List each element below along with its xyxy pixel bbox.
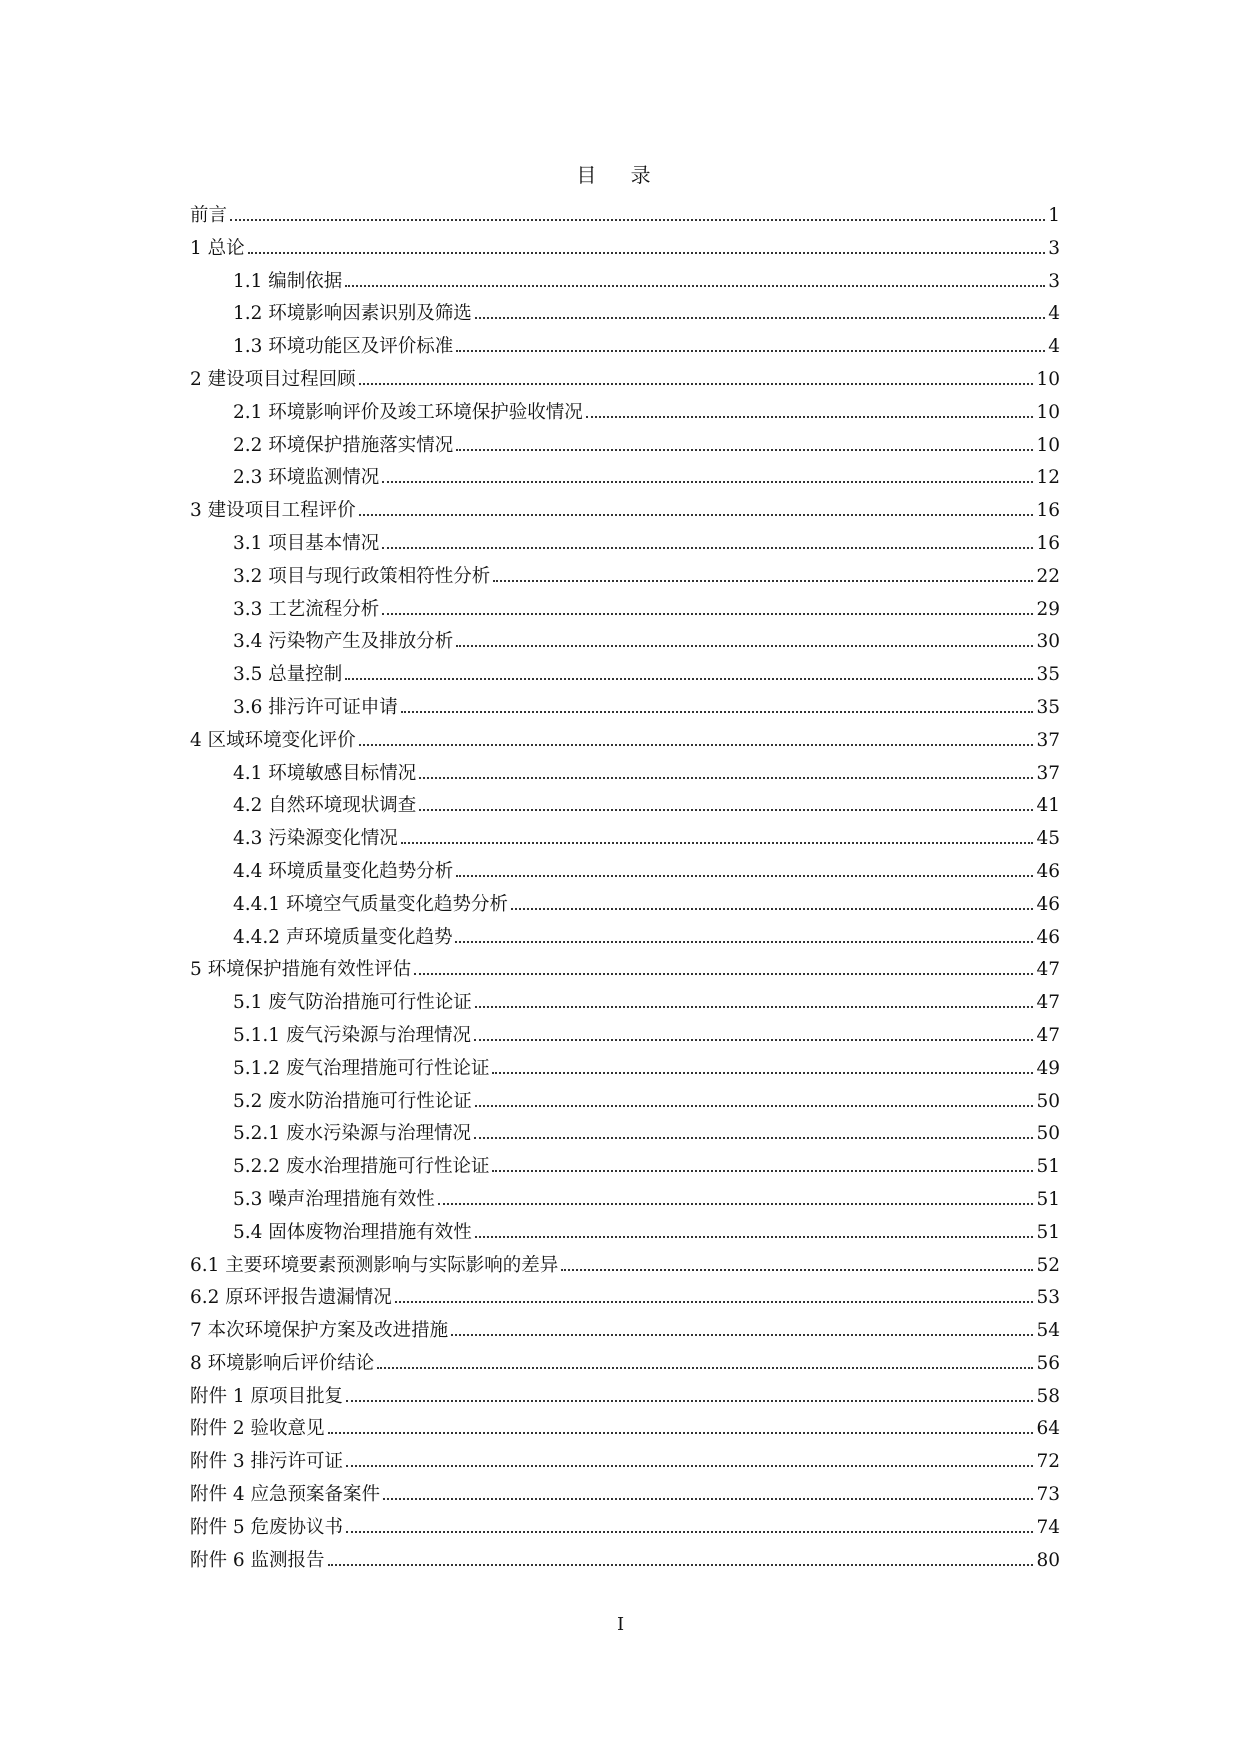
toc-entry-label: 5.2.1 废水污染源与治理情况	[233, 1123, 471, 1145]
toc-entry[interactable]	[190, 594, 1060, 627]
toc-entry[interactable]	[190, 1217, 1060, 1250]
toc-dot-leader	[492, 1072, 1033, 1074]
toc-dot-leader	[377, 1367, 1033, 1369]
toc-entry-page: 50	[1036, 1090, 1060, 1112]
toc-entry-label: 1 总论	[190, 237, 245, 259]
toc-entry[interactable]	[190, 1118, 1060, 1151]
toc-entry[interactable]	[190, 1545, 1060, 1578]
toc-entry-page: 64	[1036, 1418, 1060, 1440]
toc-dot-leader	[456, 645, 1033, 647]
toc-entry-page: 16	[1036, 532, 1060, 554]
toc-dot-leader	[451, 1334, 1033, 1336]
toc-dot-leader	[492, 1170, 1033, 1172]
toc-entry-page: 53	[1036, 1287, 1060, 1309]
toc-entry[interactable]	[190, 397, 1060, 430]
toc-entry-label: 3 建设项目工程评价	[190, 500, 356, 522]
toc-title: 目 录	[576, 163, 665, 187]
toc-entry[interactable]	[190, 495, 1060, 528]
toc-entry-page: 50	[1036, 1123, 1060, 1145]
toc-entry[interactable]	[190, 266, 1060, 299]
toc-entry-label: 1.3 环境功能区及评价标准	[233, 336, 454, 358]
toc-dot-leader	[474, 1039, 1033, 1041]
toc-entry-page: 12	[1036, 467, 1060, 489]
toc-entry-page: 80	[1036, 1549, 1060, 1571]
toc-entry-label: 8 环境影响后评价结论	[190, 1352, 375, 1374]
toc-entry-label: 1.2 环境影响因素识别及筛选	[233, 303, 472, 325]
toc-entry-page: 72	[1036, 1451, 1060, 1473]
toc-dot-leader	[345, 285, 1045, 287]
toc-entry-label: 1.1 编制依据	[233, 270, 343, 292]
toc-entry-label: 3.1 项目基本情况	[233, 532, 380, 554]
toc-entry-page: 16	[1036, 500, 1060, 522]
toc-entry-page: 47	[1036, 992, 1060, 1014]
toc-entry-label: 5.1.2 废气治理措施可行性论证	[233, 1057, 490, 1079]
toc-dot-leader	[419, 777, 1033, 779]
toc-entry[interactable]	[190, 1348, 1060, 1381]
toc-dot-leader	[382, 481, 1033, 483]
toc-dot-leader	[359, 383, 1034, 385]
toc-entry-page: 10	[1036, 401, 1060, 423]
toc-entry-label: 2 建设项目过程回顾	[190, 368, 356, 390]
toc-dot-leader	[475, 1006, 1034, 1008]
toc-entry[interactable]	[190, 1446, 1060, 1479]
toc-entry-label: 附件 5 危废协议书	[190, 1516, 344, 1538]
toc-dot-leader	[328, 1564, 1034, 1566]
toc-dot-leader	[438, 1203, 1034, 1205]
toc-entry-page: 51	[1036, 1188, 1060, 1210]
toc-entry-label: 6.1 主要环境要素预测影响与实际影响的差异	[190, 1254, 559, 1276]
toc-entry[interactable]	[190, 430, 1060, 463]
toc-entry-page: 74	[1036, 1516, 1060, 1538]
toc-entry[interactable]	[190, 1151, 1060, 1184]
toc-entry-label: 2.2 环境保护措施落实情况	[233, 434, 454, 456]
toc-entry-page: 46	[1036, 860, 1060, 882]
toc-entry-label: 4.1 环境敏感目标情况	[233, 762, 417, 784]
toc-dot-leader	[395, 1301, 1034, 1303]
toc-dot-leader	[359, 744, 1034, 746]
toc-dot-leader	[248, 252, 1045, 254]
toc-entry-page: 46	[1036, 893, 1060, 915]
toc-entry[interactable]	[190, 692, 1060, 725]
toc-dot-leader	[401, 842, 1034, 844]
toc-entry-page: 4	[1048, 303, 1060, 325]
toc-dot-leader	[382, 547, 1033, 549]
toc-entry-label: 前言	[190, 205, 228, 226]
toc-entry-page: 51	[1036, 1156, 1060, 1178]
toc-entry[interactable]	[190, 856, 1060, 889]
toc-entry-label: 附件 3 排污许可证	[190, 1451, 344, 1473]
toc-entry-page: 52	[1036, 1254, 1060, 1276]
toc-entry-label: 6.2 原环评报告遗漏情况	[190, 1287, 392, 1309]
toc-entry[interactable]	[190, 1479, 1060, 1512]
toc-entry-label: 附件 6 监测报告	[190, 1549, 325, 1571]
toc-entry-page: 54	[1036, 1320, 1060, 1342]
toc-entry-page: 47	[1036, 1024, 1060, 1046]
toc-dot-leader	[230, 219, 1045, 221]
toc-dot-leader	[382, 613, 1033, 615]
toc-entry-label: 4.4.2 声环境质量变化趋势	[233, 926, 453, 948]
toc-entry-page: 73	[1036, 1484, 1060, 1506]
toc-entry-page: 10	[1036, 434, 1060, 456]
toc-entry[interactable]	[190, 1282, 1060, 1315]
toc-entry-label: 4.2 自然环境现状调查	[233, 795, 417, 817]
toc-entry[interactable]	[190, 1053, 1060, 1086]
toc-entry-label: 附件 1 原项目批复	[190, 1385, 344, 1407]
toc-dot-leader	[328, 1432, 1034, 1434]
toc-entry[interactable]	[190, 823, 1060, 856]
toc-entry[interactable]	[190, 725, 1060, 758]
toc-entry-label: 4.4.1 环境空气质量变化趋势分析	[233, 893, 508, 915]
toc-entry-page: 58	[1036, 1385, 1060, 1407]
toc-entry-page: 29	[1036, 598, 1060, 620]
toc-entry-label: 附件 2 验收意见	[190, 1418, 325, 1440]
toc-entry-label: 3.5 总量控制	[233, 664, 343, 686]
toc-entry[interactable]	[190, 462, 1060, 495]
toc-entry[interactable]	[190, 790, 1060, 823]
toc-dot-leader	[475, 1236, 1034, 1238]
toc-entry-page: 47	[1036, 959, 1060, 981]
toc-entry-label: 2.3 环境监测情况	[233, 467, 380, 489]
toc-dot-leader	[511, 908, 1033, 910]
toc-dot-leader	[359, 514, 1034, 516]
toc-entry[interactable]	[190, 1184, 1060, 1217]
toc-entry-label: 5.1 废气防治措施可行性论证	[233, 992, 472, 1014]
toc-entry[interactable]	[190, 298, 1060, 331]
toc-dot-leader	[474, 1137, 1033, 1139]
toc-entry-label: 4.4 环境质量变化趋势分析	[233, 860, 454, 882]
toc-entry[interactable]	[190, 889, 1060, 922]
toc-dot-leader	[383, 1498, 1033, 1500]
toc-entry-page: 46	[1036, 926, 1060, 948]
toc-dot-leader	[561, 1269, 1033, 1271]
toc-dot-leader	[455, 941, 1033, 943]
toc-entry-label: 5.2 废水防治措施可行性论证	[233, 1090, 472, 1112]
toc-entry[interactable]	[190, 922, 1060, 955]
toc-entry-page: 49	[1036, 1057, 1060, 1079]
toc-entry[interactable]	[190, 200, 1060, 233]
toc-entry-label: 7 本次环境保护方案及改进措施	[190, 1320, 449, 1342]
toc-entry-page: 51	[1036, 1221, 1060, 1243]
toc-entry-page: 45	[1036, 828, 1060, 850]
toc-dot-leader	[475, 317, 1045, 319]
toc-dot-leader	[414, 973, 1033, 975]
toc-entry[interactable]	[190, 1315, 1060, 1348]
toc-entry-page: 4	[1048, 336, 1060, 358]
toc-dot-leader	[345, 678, 1033, 680]
toc-entry-page: 22	[1036, 565, 1060, 587]
toc-entry[interactable]	[190, 364, 1060, 397]
toc-entry-label: 3.2 项目与现行政策相符性分析	[233, 565, 491, 587]
toc-dot-leader	[475, 1105, 1034, 1107]
table-of-contents	[190, 200, 1060, 1577]
toc-dot-leader	[346, 1465, 1033, 1467]
toc-entry-page: 30	[1036, 631, 1060, 653]
toc-entry[interactable]	[190, 331, 1060, 364]
toc-entry-page: 3	[1048, 270, 1060, 292]
toc-entry[interactable]	[190, 758, 1060, 791]
toc-entry[interactable]	[190, 659, 1060, 692]
toc-dot-leader	[401, 711, 1034, 713]
toc-dot-leader	[493, 580, 1033, 582]
toc-entry-label: 5.3 噪声治理措施有效性	[233, 1188, 435, 1210]
toc-entry-label: 3.3 工艺流程分析	[233, 598, 380, 620]
toc-entry-page: 56	[1036, 1352, 1060, 1374]
toc-entry[interactable]	[190, 954, 1060, 987]
toc-entry-page: 10	[1036, 368, 1060, 390]
toc-dot-leader	[456, 350, 1045, 352]
page-number: I	[616, 1614, 625, 1635]
toc-entry[interactable]	[190, 626, 1060, 659]
toc-entry[interactable]	[190, 1512, 1060, 1545]
toc-entry-page: 41	[1036, 795, 1060, 817]
toc-entry-label: 附件 4 应急预案备案件	[190, 1484, 381, 1506]
toc-entry[interactable]	[190, 987, 1060, 1020]
toc-entry[interactable]	[190, 1250, 1060, 1283]
toc-entry-label: 3.4 污染物产生及排放分析	[233, 631, 454, 653]
toc-dot-leader	[419, 809, 1033, 811]
toc-entry[interactable]	[190, 1086, 1060, 1119]
toc-entry-label: 4 区域环境变化评价	[190, 729, 356, 751]
toc-entry-label: 5.4 固体废物治理措施有效性	[233, 1221, 472, 1243]
toc-entry-page: 1	[1048, 205, 1060, 226]
toc-entry-label: 2.1 环境影响评价及竣工环境保护验收情况	[233, 401, 583, 423]
toc-entry-page: 37	[1036, 729, 1060, 751]
toc-entry-label: 5.1.1 废气污染源与治理情况	[233, 1024, 471, 1046]
toc-entry[interactable]	[190, 1413, 1060, 1446]
toc-entry[interactable]	[190, 1020, 1060, 1053]
toc-entry-page: 35	[1036, 664, 1060, 686]
toc-entry-label: 4.3 污染源变化情况	[233, 828, 398, 850]
toc-dot-leader	[586, 416, 1034, 418]
toc-entry-label: 5.2.2 废水治理措施可行性论证	[233, 1156, 490, 1178]
toc-entry-label: 5 环境保护措施有效性评估	[190, 959, 412, 981]
toc-dot-leader	[456, 449, 1033, 451]
toc-dot-leader	[346, 1531, 1033, 1533]
toc-dot-leader	[346, 1400, 1033, 1402]
toc-entry[interactable]	[190, 233, 1060, 266]
toc-dot-leader	[456, 875, 1033, 877]
toc-entry[interactable]	[190, 561, 1060, 594]
toc-entry-page: 37	[1036, 762, 1060, 784]
toc-entry-label: 3.6 排污许可证申请	[233, 696, 398, 718]
toc-entry-page: 3	[1048, 237, 1060, 259]
toc-entry[interactable]	[190, 1381, 1060, 1414]
toc-entry-page: 35	[1036, 696, 1060, 718]
toc-entry[interactable]	[190, 528, 1060, 561]
